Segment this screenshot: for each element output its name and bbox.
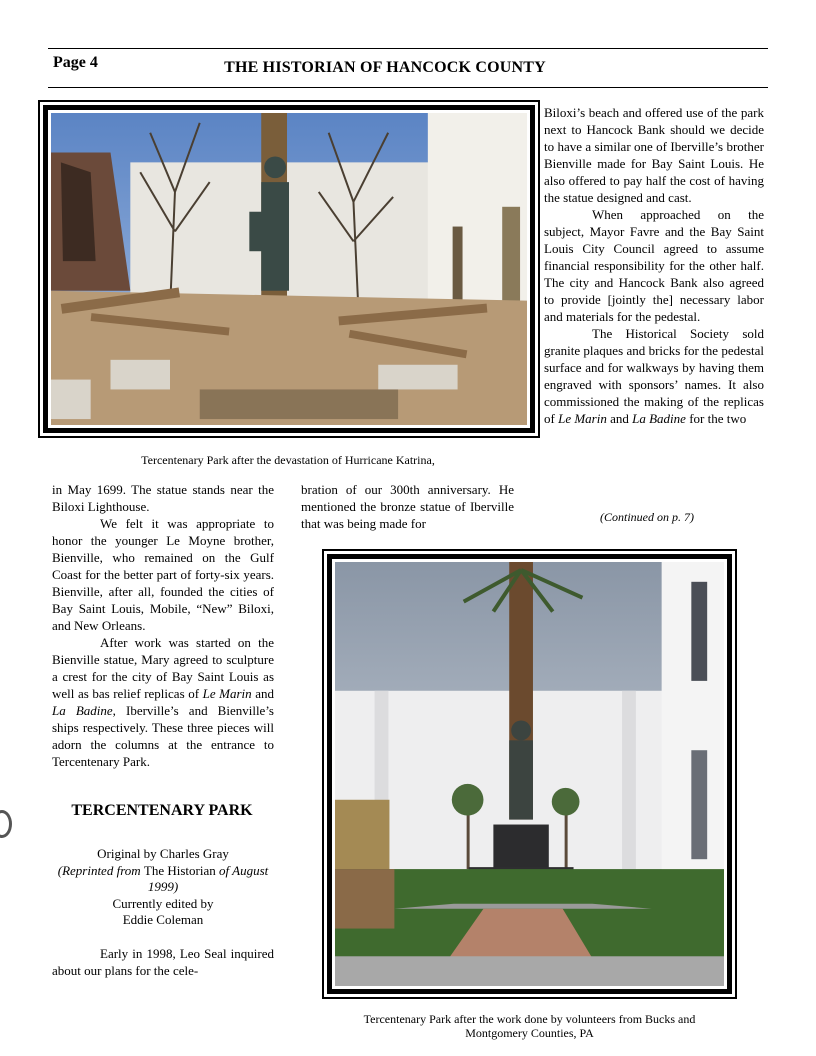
edit-note: Currently edited by [112,895,214,911]
text-run: After work was started on the Bienville statue, Mary agreed to sculpture a crest for the city of Bay Saint Louis as well as bas relief replicas of [52,635,274,701]
publication-title: THE HISTORIAN OF HANCOCK COUNTY [224,59,546,76]
intro-paragraph: Early in 1998, Leo Seal inquired about our plans for the cele- [52,946,274,978]
text-run: , Iberville’s and Bienville’s ships respectively. These three pieces will adorn the columns at the entrance to Tercentenary Park. [52,703,274,769]
left-paragraph-1: in May 1699. The statue stands near the Biloxi Lighthouse. [52,482,274,514]
article-heading: TERCENTENARY PARK [71,802,253,819]
restored-park-photo [335,562,724,986]
text-run: of August 1999) [147,862,269,894]
article-credits [52,846,274,929]
editor-name: Eddie Coleman [122,912,204,927]
top-photo-frame [38,100,540,438]
text-run: and [606,411,633,426]
ship-name-la-badine: La Badine [52,703,113,718]
middle-column-text [301,481,514,532]
bottom-photo-frame [322,549,737,999]
page-number: Page 4 [53,54,98,71]
article-intro [52,945,274,979]
left-column-text [52,481,274,770]
right-column-text [544,104,764,427]
ship-name-la-badine: La Badine [632,411,686,426]
text-run: for the two [685,411,747,426]
text-run: The Historical Society sold granite plaques and bricks for the pedestal surface and for walkways by having them engraved with sponsors’ names. It also commissioned the making of the replicas of [544,326,764,426]
header-top-rule [48,48,768,49]
right-paragraph-2: When approached on the subject, Mayor Favre and the Bay Saint Louis City Council agreed to assume financial responsibility for the other half. The city and Hancock Bank also agreed to provide [jointly the] necessary labor and materials for the pedestal. [544,207,764,324]
ship-name-le-marin: Le Marin [202,686,252,701]
reprint-publication: The Historian [143,862,216,878]
right-paragraph-3 [544,325,764,427]
caption-line-1: Tercentenary Park after the work done by volunteers from Bucks and [363,1012,696,1026]
reprint-note [52,863,274,896]
header-bottom-rule [48,87,768,88]
caption-line-2: Montgomery Counties, PA [465,1026,594,1040]
middle-paragraph: bration of our 300th anniversary. He mentioned the bronze statue of Iberville that was being made for [301,482,514,531]
bottom-photo-caption [322,1012,737,1040]
left-paragraph-3 [52,634,274,770]
continued-note: (Continued on p. 7) [600,510,694,524]
left-paragraph-2: We felt it was appropriate to honor the younger Le Moyne brother, Bienville, who remained on the Gulf Coast for the better part of forty-six years. Bienville, after all, founded the cities of Bay Saint Louis, Mobile, “New” Biloxi, and New Orleans. [52,516,274,633]
katrina-damage-photo [51,113,527,425]
ship-name-le-marin: Le Marin [558,411,607,426]
byline: Original by Charles Gray [97,846,229,861]
right-paragraph-1: Biloxi’s beach and offered use of the park next to Hancock Bank should we decide to have a similar one of Iberville’s brother Bienville made for Bay Saint Louis. He also offered to pay half the cost of having the statue designed and cast. [544,105,764,205]
top-photo-caption: Tercentenary Park after the devastation of Hurricane Katrina, [141,453,435,467]
text-run: and [251,686,274,701]
text-run: (Reprinted from [57,862,144,878]
binder-ring-icon [0,810,12,838]
